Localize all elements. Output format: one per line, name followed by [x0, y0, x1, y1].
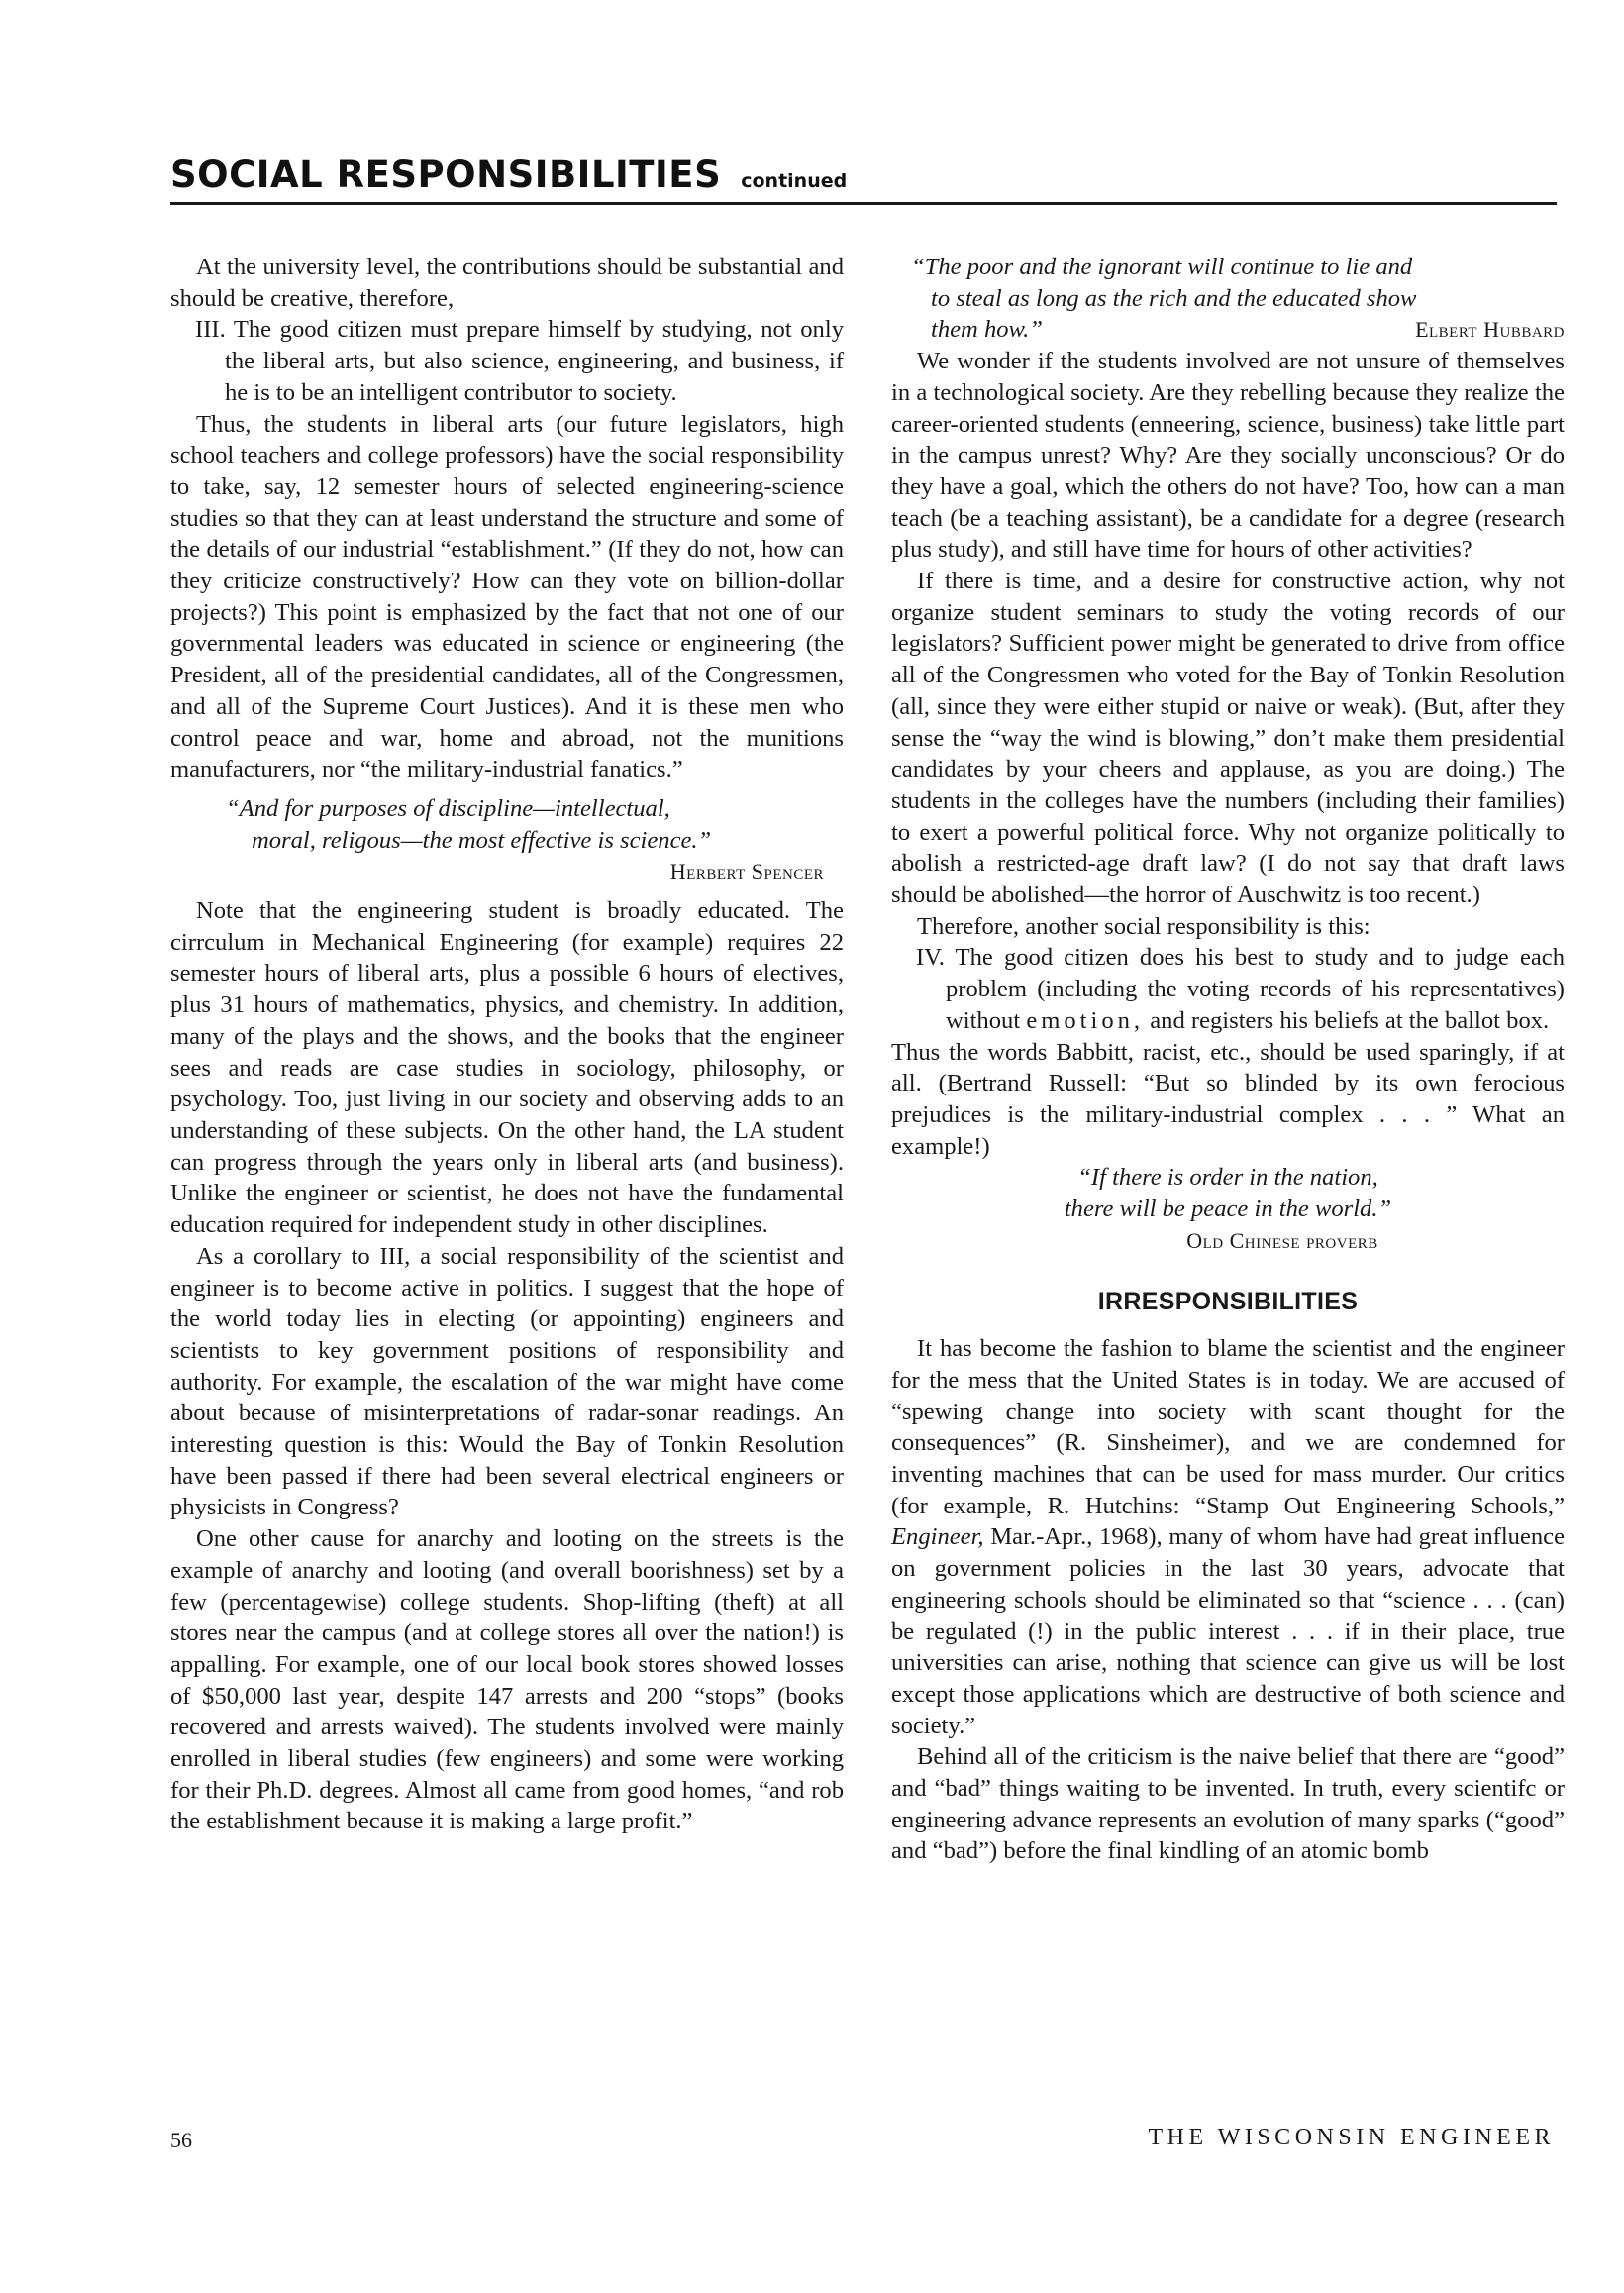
quote-attribution: Herbert Spencer	[669, 859, 824, 885]
paragraph: Behind all of the criticism is the naive belief that there are “good” and “bad” things waiting to be invented. In truth, every scientifc or engineering advance represents an evolution of many sparks (“good” and “bad”) before the final kindling of an atomic bomb	[891, 1743, 1565, 1865]
paragraph	[891, 1333, 1565, 1741]
right-column	[891, 252, 1565, 1867]
quote-attribution: Elbert Hubbard	[1415, 317, 1565, 343]
paragraph: Thus, the students in liberal arts (our future legislators, high school teachers and college professors) have the social responsibility to take, say, 12 semester hours of selected engineering-science studies so that they can at least understand the structure and some of the details of our industrial “establishment.” (If they do not, how can they criticize constructively? How can they vote on billion-dollar projects?) This point is emphasized by the fact that not one of our governmental leaders was educated in science or engineering (the President, all of the presidential candidates, all of the Congressmen, and all of the Supreme Court Justices). And it is these men who control peace and war, home and abroad, not the munitions manufacturers, nor “the military-industrial fanatics.”	[170, 410, 844, 783]
quote-proverb	[891, 1162, 1565, 1256]
continued-label: continued	[741, 170, 848, 192]
quote-hubbard	[891, 252, 1565, 346]
left-column	[170, 252, 844, 1837]
paragraph: As a corollary to III, a social responsibility of the scientist and engineer is to become active in politics. I suggest that the hope of the world today lies in electing (or appointing) engineers and scientists to key government positions of responsibility and authority. For example, the escalation of the war might have come about because of misinterpretations of radar-sonar readings. An interesting question is this: Would the Bay of Tonkin Resolution have been passed if there had been several electrical engineers or physicists in Congress?	[170, 1242, 844, 1521]
quote-line: to steal as long as the rich and the educated show	[931, 284, 1417, 312]
paragraph: If there is time, and a desire for constructive action, why not organize student seminars to study the voting records of our legislators? Sufficient power might be generated to drive from office all of the Congressmen who voted for the Bay of Tonkin Resolution (all, since they were either stupid or naive or weak). (But, after they sense the “way the wind is blowing,” don’t make them presidential candidates by your cheers and applause, as you are doing.) The students in the colleges have the numbers (including their families) to exert a powerful political force. Why not organize politically to abolish a restricted-age draft law? (I do not say that draft laws should be abolished—the horror of Auschwitz is too recent.)	[891, 568, 1565, 909]
quote-line: there will be peace in the world.”	[1064, 1196, 1392, 1223]
paragraph: At the university level, the contributions should be substantial and should be creative, therefore,	[170, 254, 844, 312]
point-text: and registers his beliefs at the ballot box.	[1150, 1006, 1550, 1034]
section-heading: IRRESPONSIBILITIES	[1097, 1287, 1359, 1315]
paragraph-text: It has become the fashion to blame the scientist and the engineer for the mess that the United States is in today. We are accused of “spewing change into society with scant thought for the consequences” (R. Sinsheimer), and we are condemned for inventing machines that can be used for mass murder. Our critics (for example, R. Hutchins: “Stamp Out Engineering Schools,”	[891, 1335, 1565, 1519]
numbered-point-iv	[891, 942, 1565, 1036]
paragraph: One other cause for anarchy and looting on the streets is the example of anarchy and looting (and overall boorishness) set by a few (percentagewise) college students. Shop-lifting (theft) at all stores near the campus (and at college stores all over the nation!) is appalling. For example, one of our local book stores showed losses of $50,000 last year, despite 147 arrests and 200 “stops” (books recovered and arrests waived). The students involved were mainly enrolled in liberal studies (few engineers) and some were working for their Ph.D. degrees. Almost all came from good homes, “and rob the establishment because it is making a large profit.”	[170, 1525, 844, 1835]
quote-line: “If there is order in the nation,	[1077, 1164, 1378, 1192]
journal-name: THE WISCONSIN ENGINEER	[1148, 2125, 1555, 2150]
point-text: IV. The good citizen does his best to study and to judge each problem (including the voting records of his representatives) without	[916, 944, 1565, 1034]
emphasized-word: emotion,	[1026, 1006, 1145, 1034]
quote-text: them how.”	[931, 316, 1043, 344]
quote-attribution: Old Chinese proverb	[1186, 1227, 1378, 1253]
paragraph: Therefore, another social responsibility is this:	[917, 912, 1370, 940]
quote-line	[911, 314, 1565, 346]
section-title: SOCIAL RESPONSIBILITIES	[170, 154, 722, 196]
page-header	[170, 154, 1557, 205]
quote-spencer	[170, 793, 844, 887]
journal-title: Engineer,	[891, 1523, 984, 1551]
paragraph: Note that the engineering student is broadly educated. The cirrculum in Mechanical Engineering (for example) requires 22 semester hours of liberal arts, plus a possible 6 hours of electives, plus 31 hours of mathematics, physics, and chemistry. In addition, many of the plays and the shows, and the books that the engineer sees and reads are case studies in sociology, philosophy, or psychology. Too, just living in our society and observing adds to an understanding of these subjects. On the other hand, the LA student can progress through the years only in liberal arts (and business). Unlike the engineer or scientist, he does not have the fundamental education required for independent study in other disciplines.	[170, 897, 844, 1239]
paragraph-text: Mar.-Apr., 1968), many of whom have had great influence on government policies in the last 30 years, advocate that engineering schools should be eliminated so that “science . . . (can) be regulated (!) in the public interest . . . if in their place, true universities can arise, nothing that science can give us will be lost except those applications which are destructive of both science and society.”	[891, 1523, 1565, 1739]
paragraph: We wonder if the students involved are not unsure of themselves in a technological society. Are they rebelling because they realize the career-oriented students (enneering, science, business) take little part in the campus unrest? Why? Are they socially unconscious? Or do they have a goal, which the others do not have? Too, how can a man teach (be a teaching assistant), be a candidate for a degree (research plus study), and still have time for hours of other activities?	[891, 348, 1565, 564]
quote-line: “And for purposes of discipline—intellectual,	[226, 794, 670, 822]
page-number: 56	[170, 2128, 192, 2152]
paragraph: Thus the words Babbitt, racist, etc., should be used sparingly, if at all. (Bertrand Russell: “But so blinded by its own ferocious prejudices is the military-industrial complex . . . ” What an example!)	[891, 1038, 1565, 1160]
numbered-point-iii: III. The good citizen must prepare himself by studying, not only the liberal arts, but also science, engineering, and business, if he is to be an intelligent contributor to society.	[195, 316, 844, 406]
quote-line: moral, religous—the most effective is science.”	[252, 826, 712, 854]
quote-line: “The poor and the ignorant will continue to lie and	[911, 254, 1413, 280]
